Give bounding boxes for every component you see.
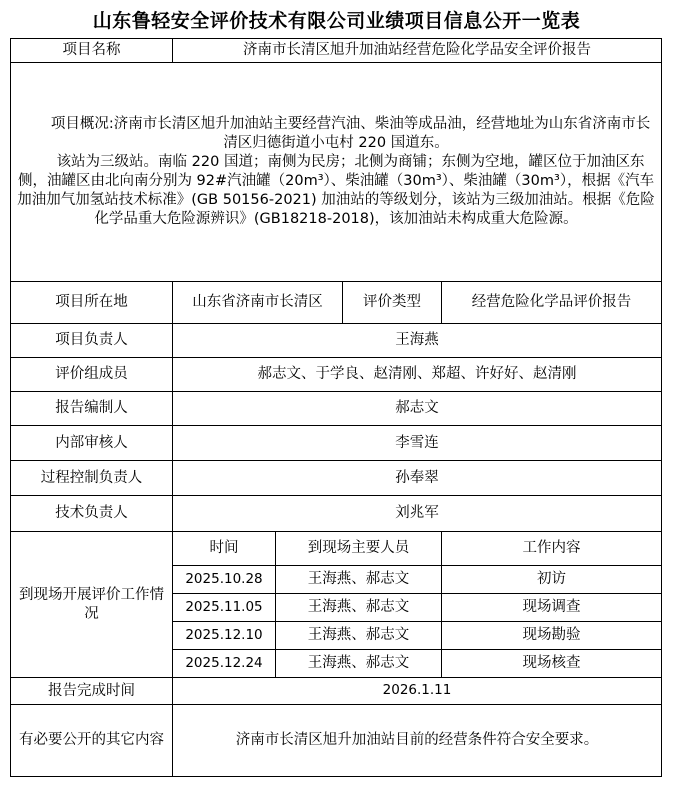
visit-date: 2025.12.24 <box>173 650 276 678</box>
reviewer-value: 李雪连 <box>173 426 662 461</box>
other-value: 济南市长清区旭升加油站目前的经营条件符合安全要求。 <box>173 705 662 777</box>
visit-content: 现场核查 <box>442 650 662 678</box>
visit-staff: 王海燕、郝志文 <box>276 622 442 650</box>
row-tech <box>11 496 662 532</box>
visit-content: 现场勘验 <box>442 622 662 650</box>
process-control-value: 孙奉翠 <box>173 461 662 496</box>
project-overview <box>11 63 662 282</box>
project-name-label: 项目名称 <box>11 39 173 63</box>
process-control-label: 过程控制负责人 <box>11 461 173 496</box>
location-value: 山东省济南市长清区 <box>173 282 343 324</box>
leader-value: 王海燕 <box>173 324 662 358</box>
project-name-value: 济南市长清区旭升加油站经营危险化学品安全评价报告 <box>173 39 662 63</box>
completion-value: 2026.1.11 <box>173 678 662 705</box>
other-label: 有必要公开的其它内容 <box>11 705 173 777</box>
location-label: 项目所在地 <box>11 282 173 324</box>
info-table <box>10 38 662 777</box>
visit-date: 2025.12.10 <box>173 622 276 650</box>
row-project-name <box>11 39 662 63</box>
visit-staff: 王海燕、郝志文 <box>276 650 442 678</box>
row-location <box>11 282 662 324</box>
site-work-header-content: 工作内容 <box>442 532 662 566</box>
visit-staff: 王海燕、郝志文 <box>276 594 442 622</box>
reviewer-label: 内部审核人 <box>11 426 173 461</box>
tech-lead-value: 刘兆军 <box>173 496 662 532</box>
site-work-header-time: 时间 <box>173 532 276 566</box>
overview-paragraph-1: 项目概况:济南市长清区旭升加油站主要经营汽油、柴油等成品油，经营地址为山东省济南市长清区归德街道小屯村 220 国道东。 <box>50 116 651 152</box>
site-work-label: 到现场开展评价工作情况 <box>11 532 173 678</box>
leader-label: 项目负责人 <box>11 324 173 358</box>
site-work-header-staff: 到现场主要人员 <box>276 532 442 566</box>
row-writer <box>11 392 662 426</box>
visit-date: 2025.10.28 <box>173 566 276 594</box>
members-value: 郝志文、于学良、赵清刚、郑超、许好好、赵清刚 <box>173 358 662 392</box>
page-title: 山东鲁轻安全评价技术有限公司业绩项目信息公开一览表 <box>92 10 581 32</box>
writer-value: 郝志文 <box>173 392 662 426</box>
members-label: 评价组成员 <box>11 358 173 392</box>
row-overview <box>11 63 662 282</box>
visit-date: 2025.11.05 <box>173 594 276 622</box>
site-work-header-row <box>11 532 662 566</box>
overview-paragraph-2: 该站为三级站。南临 220 国道；南侧为民房；北侧为商铺；东侧为空地，罐区位于加油区东侧，油罐区由北向南分别为 92#汽油罐（20m³）、柴油罐（30m³）、柴油罐（30m³），根据《汽车加油加气加氢站技术标准》(GB 50156-2021) 加油站的等级划分，该站为三级加油站。根据《危险化学品重大危险源辨识》(GB18218-2018)，该加油站未构成重大危险源。 <box>17 154 655 227</box>
row-process <box>11 461 662 496</box>
writer-label: 报告编制人 <box>11 392 173 426</box>
tech-lead-label: 技术负责人 <box>11 496 173 532</box>
visit-staff: 王海燕、郝志文 <box>276 566 442 594</box>
row-members <box>11 358 662 392</box>
visit-content: 初访 <box>442 566 662 594</box>
row-other <box>11 705 662 777</box>
eval-type-value: 经营危险化学品评价报告 <box>442 282 662 324</box>
row-reviewer <box>11 426 662 461</box>
visit-content: 现场调查 <box>442 594 662 622</box>
row-leader <box>11 324 662 358</box>
completion-label: 报告完成时间 <box>11 678 173 705</box>
eval-type-label: 评价类型 <box>343 282 442 324</box>
row-completion <box>11 678 662 705</box>
